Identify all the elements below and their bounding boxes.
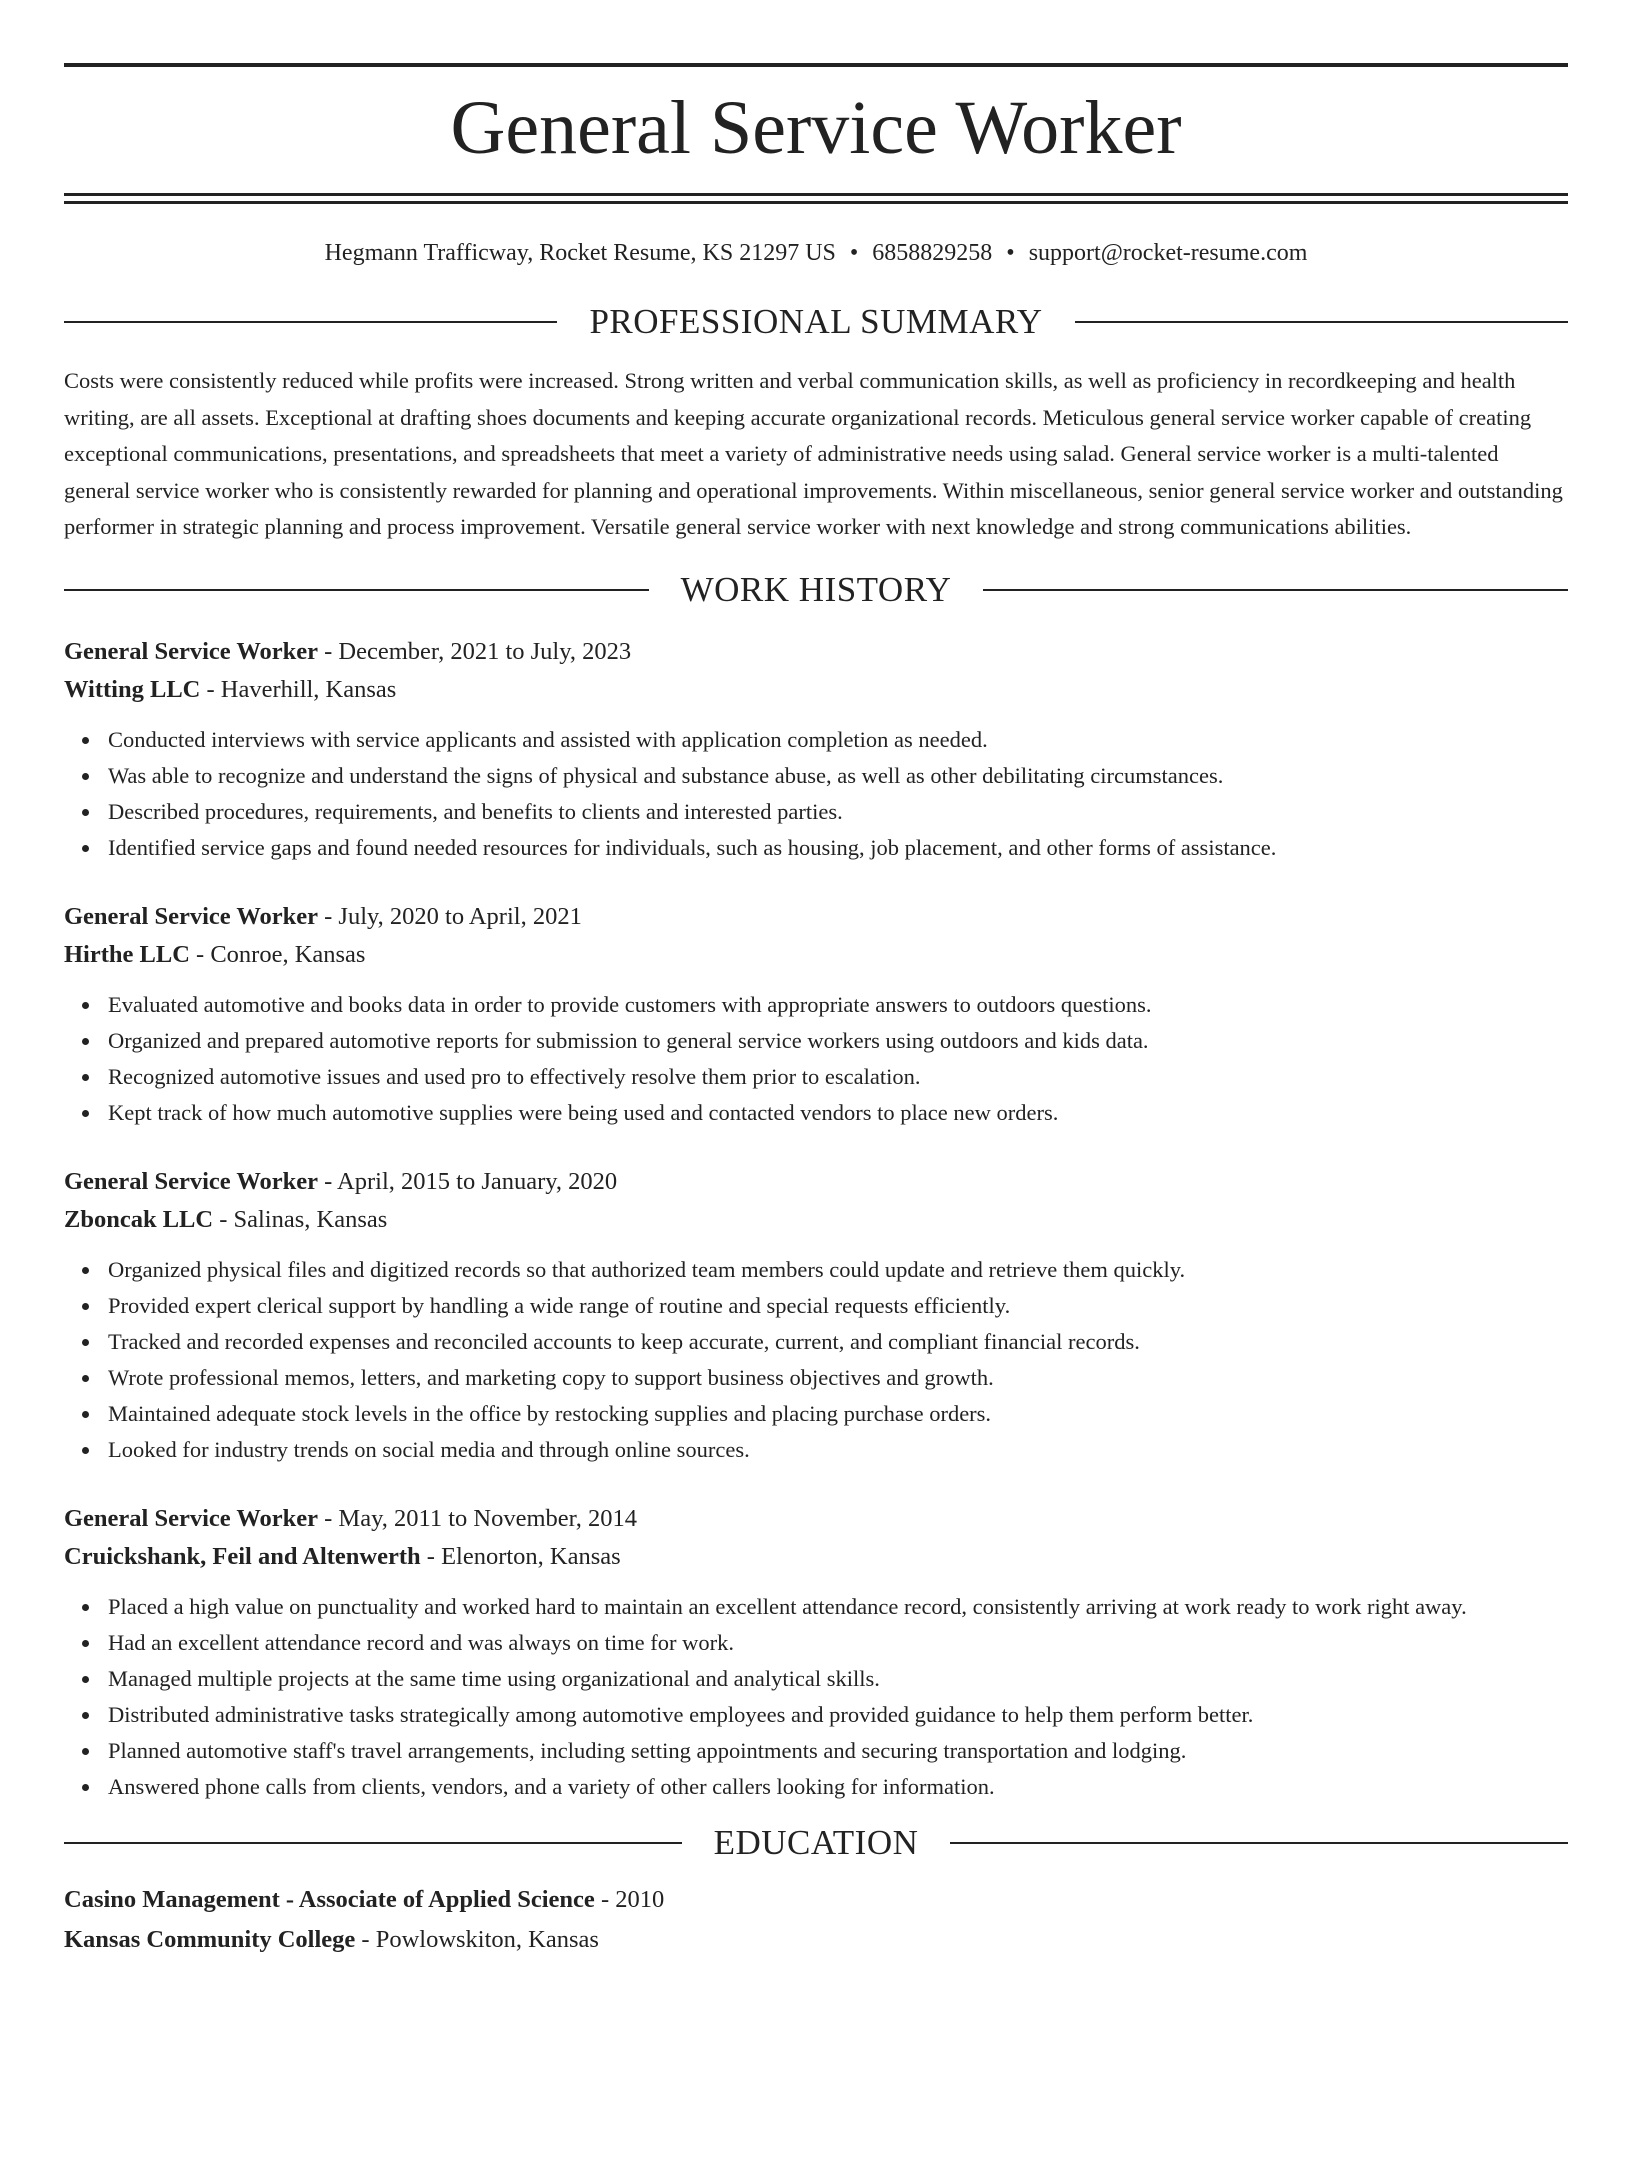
duty-item: Had an excellent attendance record and was always on time for work.	[108, 1625, 1568, 1661]
duty-item: Evaluated automotive and books data in order to provide customers with appropriate answers to outdoors questions.	[108, 987, 1568, 1023]
duty-item: Conducted interviews with service applicants and assisted with application completion as needed.	[108, 722, 1568, 758]
job-location: - Salinas, Kansas	[213, 1205, 388, 1233]
contact-separator: •	[849, 240, 859, 266]
duty-item: Organized and prepared automotive reports for submission to general service workers using outdoors and kids data.	[108, 1023, 1568, 1059]
job-duties	[64, 722, 1568, 866]
candidate-name: General Service Worker	[450, 86, 1182, 170]
heading-rule-left	[64, 589, 649, 591]
contact-separator: •	[1006, 240, 1015, 266]
summary-text: Costs were consistently reduced while profits were increased. Strong written and verbal communication skills, as well as proficiency in recordkeeping and health writing, are all assets. Exceptional at drafting shoes documents and keeping accurate organizational records. Meticulous general service worker capable of creating exceptional communications, presentations, and spreadsheets that meet a variety of administrative needs using salad. General service worker is a multi-talented general service worker who is consistently rewarded for planning and operational improvements. Within miscellaneous, senior general service worker and outstanding performer in strategic planning and process improvement. Versatile general service worker with next knowledge and strong communications abilities.	[64, 368, 1563, 539]
contact-phone: 6858829258	[872, 240, 993, 266]
summary-section-heading	[64, 302, 1568, 342]
heading-rule-left	[64, 321, 557, 323]
job-title-line	[64, 1500, 1568, 1538]
education-entry	[64, 1880, 1568, 1960]
heading-rule-left	[64, 1842, 682, 1844]
resume-page	[0, 63, 1632, 2175]
contact-email: support@rocket-resume.com	[1028, 240, 1308, 266]
duty-item: Recognized automotive issues and used pro to effectively resolve them prior to escalation.	[108, 1059, 1568, 1095]
job-company-line	[64, 671, 1568, 709]
education-location: - Powlowskiton, Kansas	[355, 1925, 599, 1953]
job-location: - Haverhill, Kansas	[200, 675, 397, 703]
job-company: Zboncak LLC	[64, 1205, 214, 1233]
job-title: General Service Worker	[64, 637, 318, 665]
duty-item: Was able to recognize and understand the signs of physical and substance abuse, as well as other debilitating circumstances.	[108, 758, 1568, 794]
heading-rule-right	[1075, 321, 1568, 323]
job-dates: - July, 2020 to April, 2021	[318, 902, 582, 930]
job-company-line	[64, 936, 1568, 974]
job-company-line	[64, 1201, 1568, 1239]
job-dates: - December, 2021 to July, 2023	[318, 637, 632, 665]
job-duties	[64, 1252, 1568, 1468]
education-year: - 2010	[594, 1885, 665, 1913]
job-title-line	[64, 633, 1568, 671]
duty-item: Looked for industry trends on social media and through online sources.	[108, 1432, 1568, 1468]
job-entry	[64, 1500, 1568, 1805]
job-duties	[64, 987, 1568, 1131]
job-title: General Service Worker	[64, 902, 318, 930]
job-company: Witting LLC	[64, 675, 201, 703]
name-double-divider	[64, 193, 1568, 204]
top-divider	[64, 63, 1568, 67]
summary-heading: PROFESSIONAL SUMMARY	[589, 302, 1043, 341]
work-section-heading	[64, 570, 1568, 610]
duty-item: Tracked and recorded expenses and reconciled accounts to keep accurate, current, and compliant financial records.	[108, 1324, 1568, 1360]
education-heading: EDUCATION	[713, 1822, 919, 1862]
education-school-line	[64, 1920, 1568, 1960]
education-school: Kansas Community College	[64, 1925, 356, 1953]
education-degree: Casino Management - Associate of Applied Science	[64, 1885, 595, 1913]
job-company-line	[64, 1538, 1568, 1576]
job-location: - Elenorton, Kansas	[420, 1542, 621, 1570]
duty-item: Identified service gaps and found needed resources for individuals, such as housing, job placement, and other forms of assistance.	[108, 830, 1568, 866]
duty-item: Organized physical files and digitized records so that authorized team members could update and retrieve them quickly.	[108, 1252, 1568, 1288]
job-title-line	[64, 1163, 1568, 1201]
job-entry	[64, 633, 1568, 866]
duty-item: Described procedures, requirements, and benefits to clients and interested parties.	[108, 794, 1568, 830]
duty-item: Distributed administrative tasks strategically among automotive employees and provided guidance to help them perform better.	[108, 1697, 1568, 1733]
job-location: - Conroe, Kansas	[189, 940, 366, 968]
education-section-heading	[64, 1823, 1568, 1863]
education-degree-line	[64, 1880, 1568, 1920]
duty-item: Answered phone calls from clients, vendors, and a variety of other callers looking for information.	[108, 1769, 1568, 1805]
job-duties	[64, 1589, 1568, 1805]
contact-line	[64, 238, 1568, 268]
duty-item: Planned automotive staff's travel arrangements, including setting appointments and securing transportation and lodging.	[108, 1733, 1568, 1769]
duty-item: Managed multiple projects at the same time using organizational and analytical skills.	[108, 1661, 1568, 1697]
job-title-line	[64, 898, 1568, 936]
job-company: Cruickshank, Feil and Altenwerth	[64, 1542, 421, 1570]
job-entry	[64, 1163, 1568, 1468]
duty-item: Placed a high value on punctuality and worked hard to maintain an excellent attendance record, consistently arriving at work ready to work right away.	[108, 1589, 1568, 1625]
work-heading: WORK HISTORY	[680, 569, 952, 609]
heading-rule-right	[950, 1842, 1568, 1844]
duty-item: Provided expert clerical support by handling a wide range of routine and special requests efficiently.	[108, 1288, 1568, 1324]
job-dates: - May, 2011 to November, 2014	[318, 1504, 638, 1532]
heading-rule-right	[983, 589, 1568, 591]
job-company: Hirthe LLC	[64, 940, 190, 968]
duty-item: Kept track of how much automotive supplies were being used and contacted vendors to place new orders.	[108, 1095, 1568, 1131]
job-dates: - April, 2015 to January, 2020	[318, 1167, 618, 1195]
job-title: General Service Worker	[64, 1504, 318, 1532]
duty-item: Wrote professional memos, letters, and marketing copy to support business objectives and growth.	[108, 1360, 1568, 1396]
contact-address: Hegmann Trafficway, Rocket Resume, KS 21297 US	[324, 240, 836, 266]
job-title: General Service Worker	[64, 1167, 318, 1195]
job-entry	[64, 898, 1568, 1131]
duty-item: Maintained adequate stock levels in the office by restocking supplies and placing purchase orders.	[108, 1396, 1568, 1432]
